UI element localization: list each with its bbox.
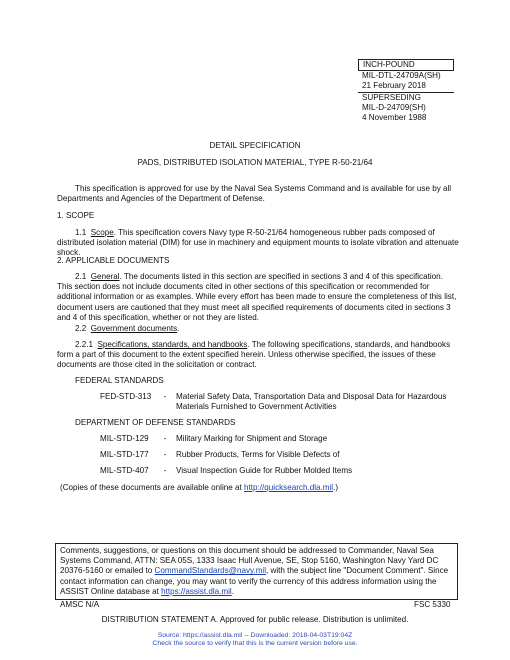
distribution-statement: DISTRIBUTION STATEMENT A. Approved for public release. Distribution is unlimited. [101,615,409,624]
inch-pound-label: INCH-POUND [363,60,415,69]
spec-name-title: PADS, DISTRIBUTED ISOLATION MATERIAL, TYPE R-50-21/64 [137,158,373,167]
specs-paragraph [57,340,459,371]
specs-title: Specifications, standards, and handbooks [97,340,248,349]
dod-std-title: Rubber Products, Terms for Visible Defects of [176,450,340,459]
comments-text-3: . [231,586,234,596]
superseded-date: 4 November 1988 [362,113,427,123]
scope-num: 1.1 [75,228,87,237]
scope-text: . This specification covers Navy type R-50-21/64 homogeneous rubber pads composed of distributed isolation material (DIM) for use in machinery and equipment mounts to isolate vibration and attenuate shock. [57,228,459,258]
copies-note [60,483,338,493]
document-header [358,59,454,123]
superseded-id: MIL-D-24709(SH) [362,102,426,112]
dod-std-title: Visual Inspection Guide for Rubber Molded Items [176,466,353,475]
dod-std-id: MIL-STD-407 [100,466,149,475]
comments-text-1: Comments, suggestions, or questions on this document should be addressed to Commander, Naval Sea Systems Command, ATTN: SEA 05S, 1333 Isaac Hull Avenue, SE, Stop 5160, Washington Navy Yard DC 20376-5160 or emailed to [60,546,439,576]
dod-std-dash: - [163,434,167,443]
email-link[interactable]: CommandStandards@navy.mil [154,566,267,576]
section-2-heading: 2. APPLICABLE DOCUMENTS [57,256,170,265]
assist-link[interactable]: https://assist.dla.mil [161,586,232,596]
gov-docs-paragraph [75,324,179,334]
intro-paragraph: This specification is approved for use by the Naval Sea Systems Command and is available for use by all Departments and Agencies of the Department of Defense. [57,184,452,204]
verify-line: Check the source to verify that this is the current version before use. [152,640,358,647]
quicksearch-link[interactable]: http://quicksearch.dla.mil [244,483,334,492]
dod-std-dash: - [163,450,167,459]
dod-standards-heading: DEPARTMENT OF DEFENSE STANDARDS [75,418,236,427]
federal-std-title: Material Safety Data, Transportation Data and Disposal Data for Hazardous Materials Furnished to Government Activities [176,392,447,412]
federal-std-row [100,392,452,412]
general-paragraph [57,272,459,323]
section-1-heading: 1. SCOPE [57,211,95,220]
federal-std-dash: - [163,392,167,401]
inch-pound-box [358,59,454,71]
gov-docs-title: Government documents [90,324,178,333]
specs-text: . The following specifications, standards, and handbooks form a part of this document to the extent specified herein. Unless otherwise specified, the issues of these documents are those cited in the solicitation or contract. [57,340,451,370]
federal-standards-heading: FEDERAL STANDARDS [75,376,164,385]
gov-docs-num: 2.2 [75,324,87,333]
superseding-label: SUPERSEDING [362,92,421,102]
dod-std-title: Military Marking for Shipment and Storage [176,434,328,443]
source-line: Source: https://assist.dla.mil -- Downloaded: 2018-04-03T19:04Z [157,632,353,639]
dod-std-row [100,450,452,460]
general-num: 2.1 [75,272,87,281]
comments-text-2: , with the subject line "Document Comment". Since contact information can change, you may want to verify the currency of this address information using the ASSIST Online database at [60,566,449,596]
doc-date: 21 February 2018 [358,81,454,92]
copies-post: .) [333,483,339,492]
dod-std-id: MIL-STD-129 [100,434,149,443]
dod-std-id: MIL-STD-177 [100,450,149,459]
spec-type-title: DETAIL SPECIFICATION [209,141,301,150]
general-title: General [90,272,120,281]
dod-std-dash: - [163,466,167,475]
scope-title: Scope [90,228,114,237]
federal-std-id: FED-STD-313 [100,392,152,401]
scope-paragraph [57,228,459,259]
comments-box [55,543,458,600]
dod-std-row [100,466,452,476]
copies-pre: (Copies of these documents are available online at [60,483,245,492]
fsc-label: FSC 5330 [414,600,451,609]
specs-num: 2.2.1 [75,340,94,349]
amsc-label: AMSC N/A [60,600,100,609]
gov-docs-tail: . [177,324,180,333]
dod-std-row [100,434,452,444]
doc-id: MIL-DTL-24709A(SH) [362,71,441,81]
general-text: . The documents listed in this section are specified in sections 3 and 4 of this specification. This section does not include documents cited in other sections of this specification or recommended for additional information or as examples. While every effort has been made to ensure the completeness of this list, document users are cautioned that they must meet all specified requirements of documents cited in sections 3 and 4 of this specification, whether or not they are listed. [57,272,457,322]
